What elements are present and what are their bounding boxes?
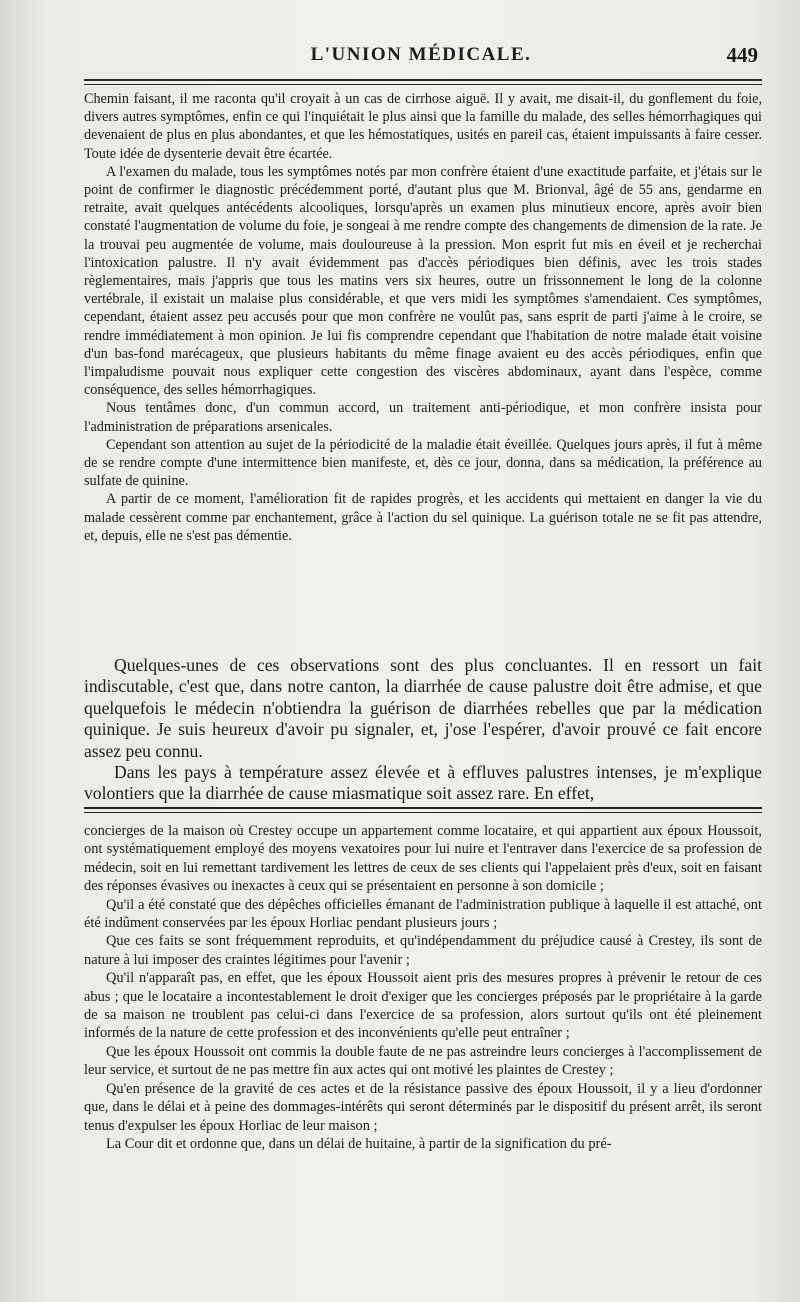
feuilleton-paragraph: Qu'il n'apparaît pas, en effet, que les époux Houssoit aient pris des mesures propres à prévenir le retour de ces abus ; que le locataire a incontestablement le droit d'exiger que les concierges préposés par le propriétaire à la garde de sa maison ne troublent pas celui-ci dans l'exercice de sa profession, alors surtout qu'ils ont été pleinement informés de la nature de cette profession et des inconvénients qu'elle peut entraîner ;: [84, 970, 762, 1042]
running-title: L'UNION MÉDICALE.: [310, 44, 532, 65]
page-header: [82, 44, 760, 74]
case-paragraph: Nous tentâmes donc, d'un commun accord, un traitement anti-périodique, et mon confrère insista pour l'administration de préparations arsenicales.: [84, 400, 762, 435]
case-paragraph: A partir de ce moment, l'amélioration fit de rapides progrès, et les accidents qui mettaient en danger la vie du malade cessèrent comme par enchantement, grâce à l'action du sel quinique. La guérison totale ne se fit pas attendre, et, depuis, elle ne s'est pas démentie.: [84, 491, 762, 544]
header-rule-thin: [84, 84, 762, 85]
page-number: 449: [726, 43, 758, 67]
feuilleton-paragraph: Que les époux Houssoit ont commis la double faute de ne pas astreindre leurs concierges à l'accomplissement de leur service, et surtout de ne pas mettre fin aux actes qui ont motivé les plaintes de Crestey ;: [84, 1043, 762, 1079]
header-rule: [84, 79, 762, 81]
conclusion-paragraph: Quelques-unes de ces observations sont des plus concluantes. Il en ressort un fait indiscutable, c'est que, dans notre canton, la diarrhée de cause palustre doit être admise, et que quelquefois le médecin n'obtiendra la guérison de diarrhées rebelles que par la médication quinique. Je suis heureux d'avoir pu signaler, et, j'ose l'espérer, d'avoir prouvé ce fait encore assez peu connu.: [84, 655, 762, 761]
feuilleton-separator: [84, 807, 762, 809]
case-paragraph: Cependant son attention au sujet de la périodicité de la maladie était éveillée. Quelques jours après, il fut à même de se rendre compte d'une intermittence bien manifeste, et, dès ce jour, donna, dans sa médication, la préférence au sulfate de quinine.: [84, 436, 762, 490]
feuilleton-separator-thin: [84, 812, 762, 813]
feuilleton-paragraph: concierges de la maison où Crestey occupe un appartement comme locataire, et qui appartient aux époux Houssoit, ont systématiquement employé des moyens vexatoires pour lui nuire et l'entraver dans l'exercice de sa profession de médecin, soit en lui remettant tardivement les lettres de ceux de ses clients qui l'appelaient près d'eux, soit en faisant des réponses évasives ou inexactes à ceux qui se présentaient en personne à son domicile ;: [84, 823, 762, 895]
case-paragraph: A l'examen du malade, tous les symptômes notés par mon confrère étaient d'une exactitude parfaite, et j'étais sur le point de confirmer le diagnostic précédemment porté, d'autant plus que M. Brionval, âgé de 55 ans, gendarme en retraite, avait quelques antécédents alcooliques, lorsqu'après un examen plus minutieux encore, après avoir bien constaté l'augmentation de volume du foie, je songeai à me rendre compte des changements de dimension de la rate. Je la trouvai peu augmentée de volume, mais douloureuse à la pression. Mon esprit fut mis en éveil et je recherchai l'intoxication palustre. Il n'y avait évidemment pas d'accès périodiques bien définis, avec les trois stades règlementaires, mais j'appris que tous les matins vers six heures, outre un frissonnement le long de la colonne vertébrale, il existait un malaise plus considérable, et que vers midi les symptômes s'amendaient. Ces symptômes, cependant, étaient assez peu accusés pour que mon confrère ne voulût pas, sans esprit de parti j'aime à le croire, se rendre immédiatement à mon opinion. Je lui fis comprendre cependant que l'habitation de notre malade était voisine d'un bas-fond marécageux, que plusieurs habitants du même finage avaient eu des accès périodiques, enfin que l'impaludisme pouvait nous expliquer cette congestion des viscères abdominaux, ayant dans l'espèce, comme conséquence, des selles hémorrhagiques.: [84, 163, 762, 399]
feuilleton-section: [84, 822, 762, 1153]
conclusion-paragraph: Dans les pays à température assez élevée et à effluves palustres intenses, je m'explique volontiers que la diarrhée de cause miasmatique soit assez rare. En effet,: [84, 762, 762, 804]
feuilleton-paragraph: Que ces faits se sont fréquemment reproduits, et qu'indépendamment du préjudice causé à Crestey, ils sont de nature à lui imposer des craintes légitimes pour l'avenir ;: [84, 933, 762, 968]
conclusion-section: [84, 655, 762, 805]
feuilleton-paragraph: Qu'en présence de la gravité de ces actes et de la résistance passive des époux Houssoit, il y a lieu d'ordonner que, dans le délai et à peine des dommages-intérêts qui seront déterminés par le dispositif du présent arrêt, ils seront tenus d'expulser les époux Horliac de leur maison ;: [84, 1080, 762, 1134]
case-paragraph: Chemin faisant, il me raconta qu'il croyait à un cas de cirrhose aiguë. Il y avait, me disait-il, du gonflement du foie, divers autres symptômes, enfin ce qui l'inquiétait le plus ainsi que la famille du malade, des selles hémorrhagiques qui devenaient de plus en plus abondantes, et que les hémostatiques, usités en pareil cas, étaient impuissants à faire cesser. Toute idée de dysenterie devait être écartée.: [84, 91, 762, 162]
feuilleton-paragraph: Qu'il a été constaté que des dépêches officielles émanant de l'administration publique à laquelle il est attaché, ont été indûment conservées par les époux Horliac pendant plusieurs jours ;: [84, 896, 762, 932]
case-report-section: [84, 90, 762, 545]
feuilleton-paragraph: La Cour dit et ordonne que, dans un délai de huitaine, à partir de la signification du pré-: [106, 1135, 612, 1152]
